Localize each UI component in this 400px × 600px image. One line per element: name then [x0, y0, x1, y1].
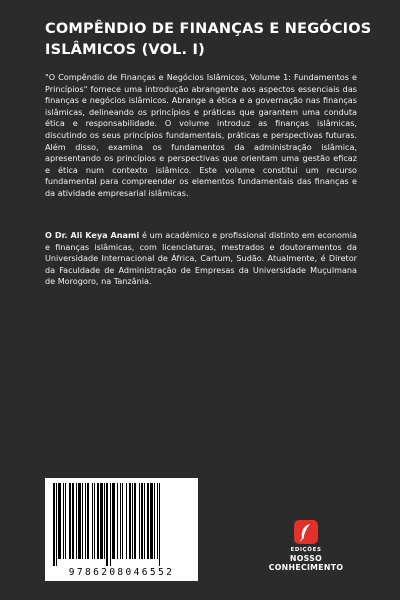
barcode-bar	[82, 483, 83, 559]
barcode-bar	[85, 483, 86, 559]
publisher-imprint	[256, 520, 356, 572]
author-name: O Dr. Ali Keya Anami	[45, 230, 140, 240]
barcode-bar	[69, 483, 71, 559]
barcode-bar	[104, 483, 105, 559]
book-description: "O Compêndio de Finanças e Negócios Islâmicos, Volume 1: Fundamentos e Princípios" fornece uma introdução abrangente aos aspectos essenciais das finanças e negócios islâmicos. Abrange a ética e a governação nas finanças islâmicas, delineando os princípios e práticas que garantem uma conduta ética e responsabilidade. O volume introduz as finanças islâmicas, discutindo os seus princípios fundamentais, práticas e perspectivas futuras. Além disso, examina os fundamentos da administração islâmica, apresentando os princípios e perspectivas que orientam uma gestão eficaz e ética num contexto islâmico. Este volume constitui um recurso fundamental para compreender os elementos fundamentais das finanças e da atividade empresarial islâmicas.	[45, 72, 357, 198]
barcode-bar	[72, 483, 74, 559]
barcode-bar	[159, 483, 160, 566]
barcode-bar	[65, 483, 66, 559]
barcode-bar	[78, 483, 81, 559]
barcode-bar	[97, 483, 99, 559]
barcode-bar	[87, 483, 89, 559]
barcode-bar	[94, 483, 95, 559]
barcode-bar	[117, 483, 118, 559]
publisher-line2: NOSSO CONHECIMENTO	[268, 554, 344, 572]
barcode-bar	[58, 483, 61, 559]
barcode-bar	[157, 483, 158, 559]
barcode-bar	[139, 483, 140, 559]
barcode-bar	[144, 483, 145, 559]
barcode-bar	[132, 483, 133, 559]
barcode-bar	[154, 483, 155, 559]
barcode-bar	[134, 483, 136, 559]
barcode-bar	[126, 483, 127, 559]
barcode-bar	[141, 483, 143, 559]
isbn-barcode	[45, 478, 198, 581]
barcode-bar	[120, 483, 121, 559]
isbn-number: 9786208046552	[68, 567, 175, 578]
barcode-bar	[110, 483, 111, 566]
barcode-bar	[150, 483, 153, 559]
quill-feather-icon	[294, 520, 318, 544]
barcode-bar	[106, 483, 108, 566]
author-bio	[45, 230, 357, 288]
author-bio-text: é um académico e profissional distinto em economia e finanças islâmicas, com licenciaturas, mestrados e doutoramentos da Universidade Internacional de África, Cartum, Sudão. Atualmente, é Diretor da Faculdade de Administração de Empresas da Universidade Muçulmana de Morogoro, na Tanzânia.	[45, 230, 357, 287]
barcode-bars	[51, 483, 192, 566]
barcode-bar	[122, 483, 123, 559]
barcode-bar	[112, 483, 115, 559]
barcode-bar	[63, 483, 64, 559]
barcode-bar	[53, 483, 55, 566]
barcode-bar	[56, 483, 57, 566]
barcode-bar	[76, 483, 77, 559]
barcode-bar	[147, 483, 149, 559]
barcode-bar	[92, 483, 93, 559]
publisher-line1: EDIÇÕES	[290, 547, 322, 553]
book-title: COMPÊNDIO DE FINANÇAS E NEGÓCIOS ISLÂMICOS (VOL. I)	[45, 21, 372, 58]
barcode-bar	[129, 483, 131, 559]
barcode-bar	[100, 483, 103, 559]
